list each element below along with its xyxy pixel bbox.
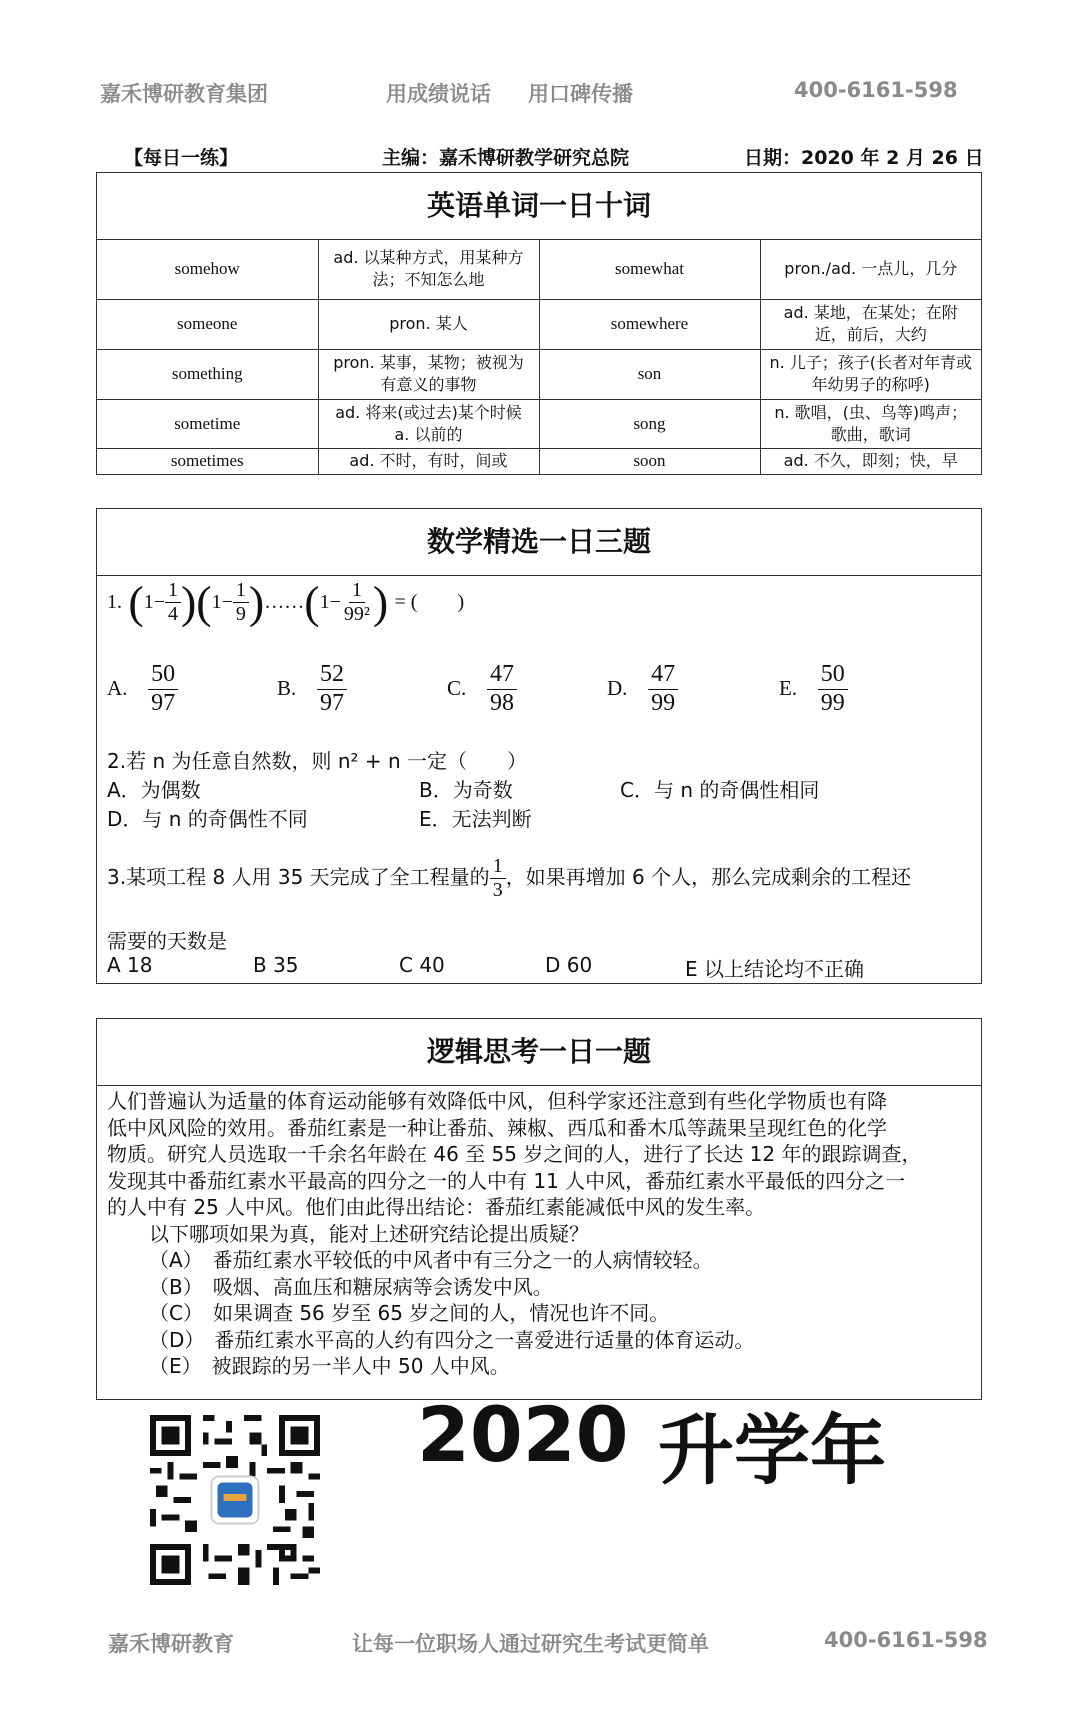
left-paren: (	[128, 576, 144, 628]
word: somewhat	[539, 240, 760, 299]
fraction-numerator: 50	[818, 661, 848, 690]
qr-code[interactable]	[150, 1415, 320, 1585]
fraction-numerator: 1	[165, 579, 181, 603]
q1-option-c	[447, 661, 517, 717]
fraction-numerator: 47	[487, 661, 517, 690]
word: someone	[97, 299, 318, 349]
logic-section	[96, 1018, 982, 1400]
word: soon	[539, 448, 760, 474]
q1-fraction-2	[233, 579, 249, 626]
math-q1	[107, 576, 465, 628]
vocab-table	[97, 240, 981, 474]
fraction-denominator: 99	[820, 689, 845, 716]
q2-option-b: B．为奇数	[419, 778, 513, 802]
q1-option-b	[277, 661, 347, 717]
option-label: C.	[447, 676, 467, 701]
q1-minus: −	[221, 591, 233, 613]
option-fraction	[487, 661, 517, 717]
fraction-denominator: 9	[235, 603, 246, 625]
fraction-numerator: 1	[490, 855, 506, 879]
logic-paragraph-line: 人们普遍认为适量的体育运动能够有效降低中风，但科学家还注意到有些化学物质也有降	[107, 1089, 887, 1113]
q3-option-c: C 40	[399, 953, 445, 977]
q3-option-e: E 以上结论均不正确	[685, 957, 864, 981]
math-section	[96, 508, 982, 984]
q1-one: 1	[211, 591, 222, 613]
word: sometime	[97, 399, 318, 448]
table-row	[97, 349, 981, 399]
option-label: B.	[277, 676, 297, 701]
option-fraction	[648, 661, 678, 717]
fraction-numerator: 52	[317, 661, 347, 690]
option-fraction	[317, 661, 347, 717]
q3-option-b: B 35	[253, 953, 299, 977]
q2-option-e: E．无法判断	[419, 807, 532, 831]
logic-option-d: （D） 番茄红素水平高的人约有四分之一喜爱进行适量的体育运动。	[149, 1327, 755, 1352]
q2-stem: 2.若 n 为任意自然数，则 n² + n 一定（ ）	[107, 749, 528, 773]
logic-option-e: （E） 被跟踪的另一半人中 50 人中风。	[149, 1354, 510, 1378]
definition: ad. 将来(或过去)某个时候 a. 以前的	[318, 399, 539, 448]
q3-fraction	[490, 855, 506, 902]
definition: ad. 某地，在某处；在附近，前后，大约	[760, 299, 981, 349]
right-paren: )	[372, 576, 389, 628]
fraction-numerator: 1	[349, 579, 365, 603]
word: somehow	[97, 240, 318, 299]
meta-editor: 主编：嘉禾博研教学研究总院	[382, 147, 630, 169]
footer-slogan: 让每一位职场人通过研究生考试更简单	[352, 1632, 709, 1656]
fraction-denominator: 99	[651, 689, 676, 716]
q3-stem-pre: 3.某项工程 8 人用 35 天完成了全工程量的	[107, 865, 490, 889]
vocab-section	[96, 172, 982, 475]
fraction-denominator: 99²	[343, 603, 370, 625]
right-paren: )	[248, 576, 265, 628]
q3-option-a: A 18	[107, 953, 153, 977]
q3-stem	[107, 855, 911, 902]
header-org: 嘉禾博研教育集团	[100, 82, 268, 106]
word: song	[539, 399, 760, 448]
header-slogan-1: 用成绩说话	[386, 82, 491, 106]
table-row	[97, 299, 981, 349]
q2-option-c: C．与 n 的奇偶性相同	[620, 778, 820, 802]
definition: ad. 不久，即刻；快，早	[760, 448, 981, 474]
logic-question: 以下哪项如果为真，能对上述研究结论提出质疑？	[149, 1221, 589, 1246]
table-row	[97, 240, 981, 299]
q2-option-a: A．为偶数	[107, 778, 201, 802]
q1-option-e	[779, 661, 848, 717]
q3-stem-line2: 需要的天数是	[107, 929, 227, 953]
definition: ad. 以某种方式，用某种方法；不知怎么地	[318, 240, 539, 299]
table-row	[97, 399, 981, 448]
q1-minus: −	[329, 591, 341, 613]
header-slogan-2: 用口碑传播	[528, 82, 633, 106]
header-phone: 400-6161-598	[794, 78, 958, 102]
definition: pron. 某人	[318, 299, 539, 349]
fraction-denominator: 4	[167, 603, 178, 625]
left-paren: (	[304, 576, 320, 628]
word: son	[539, 349, 760, 399]
logic-paragraph-line: 物质。研究人员选取一千余名年龄在 46 至 55 岁之间的人，进行了长达 12 年的跟踪调查，	[107, 1142, 922, 1166]
option-label: A.	[107, 676, 128, 701]
fraction-denominator: 97	[319, 689, 344, 716]
option-fraction	[148, 661, 178, 717]
meta-tag: 【每日一练】	[124, 147, 239, 169]
table-row	[97, 448, 981, 474]
fraction-denominator: 97	[151, 689, 176, 716]
option-fraction	[818, 661, 848, 717]
q3-stem-post: ，如果再增加 6 个人，那么完成剩余的工程还	[505, 865, 912, 889]
q1-minus: −	[153, 591, 165, 613]
right-paren: )	[180, 576, 197, 628]
q1-one: 1	[143, 591, 154, 613]
word: somewhere	[539, 299, 760, 349]
fraction-numerator: 1	[233, 579, 249, 603]
q1-options	[107, 649, 967, 719]
definition: n. 歌唱，(虫、鸟等)鸣声；歌曲，歌词	[760, 399, 981, 448]
q1-option-a	[107, 661, 178, 717]
footer-org: 嘉禾博研教育	[108, 1632, 234, 1656]
option-label: D.	[607, 676, 628, 701]
fraction-denominator: 3	[492, 879, 503, 901]
q3-option-d: D 60	[545, 953, 593, 977]
left-paren: (	[196, 576, 212, 628]
word: sometimes	[97, 448, 318, 474]
footer-phone: 400-6161-598	[824, 1628, 988, 1652]
q1-option-d	[607, 661, 678, 717]
q1-ellipsis: ……	[264, 591, 305, 613]
q1-number: 1.	[107, 591, 122, 613]
logic-paragraph-line: 的人中有 25 人中风。他们由此得出结论：番茄红素能减低中风的发生率。	[107, 1195, 766, 1219]
logic-option-c: （C） 如果调查 56 岁至 65 岁之间的人，情况也许不同。	[149, 1301, 670, 1325]
q1-one: 1	[319, 591, 330, 613]
definition: n. 儿子；孩子(长者对年青或年幼男子的称呼)	[760, 349, 981, 399]
promo-text: 升学年	[658, 1406, 886, 1495]
meta-date: 日期：2020 年 2 月 26 日	[744, 147, 984, 169]
promo-year: 2020	[417, 1390, 629, 1479]
word: something	[97, 349, 318, 399]
logic-option-a: （A） 番茄红素水平较低的中风者中有三分之一的人病情较轻。	[149, 1248, 713, 1272]
definition: pron. 某事，某物；被视为有意义的事物	[318, 349, 539, 399]
logic-body	[97, 1086, 981, 1380]
definition: ad. 不时，有时，间或	[318, 448, 539, 474]
option-label: E.	[779, 676, 798, 701]
logic-option-b: （B） 吸烟、高血压和糖尿病等会诱发中风。	[149, 1274, 553, 1299]
fraction-numerator: 47	[648, 661, 678, 690]
vocab-title: 英语单词一日十词	[97, 173, 981, 240]
logic-paragraph-line: 低中风风险的效用。番茄红素是一种让番茄、辣椒、西瓜和番木瓜等蔬果呈现红色的化学	[107, 1115, 887, 1140]
logic-paragraph-line: 发现其中番茄红素水平最高的四分之一的人中有 11 人中风，番茄红素水平最低的四分之一	[107, 1168, 906, 1193]
definition: pron./ad. 一点儿，几分	[760, 240, 981, 299]
logic-title: 逻辑思考一日一题	[97, 1019, 981, 1086]
fraction-numerator: 50	[148, 661, 178, 690]
q1-fraction-3	[341, 579, 373, 626]
q1-fraction-1	[165, 579, 181, 626]
q2-option-d: D．与 n 的奇偶性不同	[107, 807, 308, 831]
fraction-denominator: 98	[489, 689, 514, 716]
math-title: 数学精选一日三题	[97, 509, 981, 576]
q1-equals: = ( )	[394, 591, 465, 613]
